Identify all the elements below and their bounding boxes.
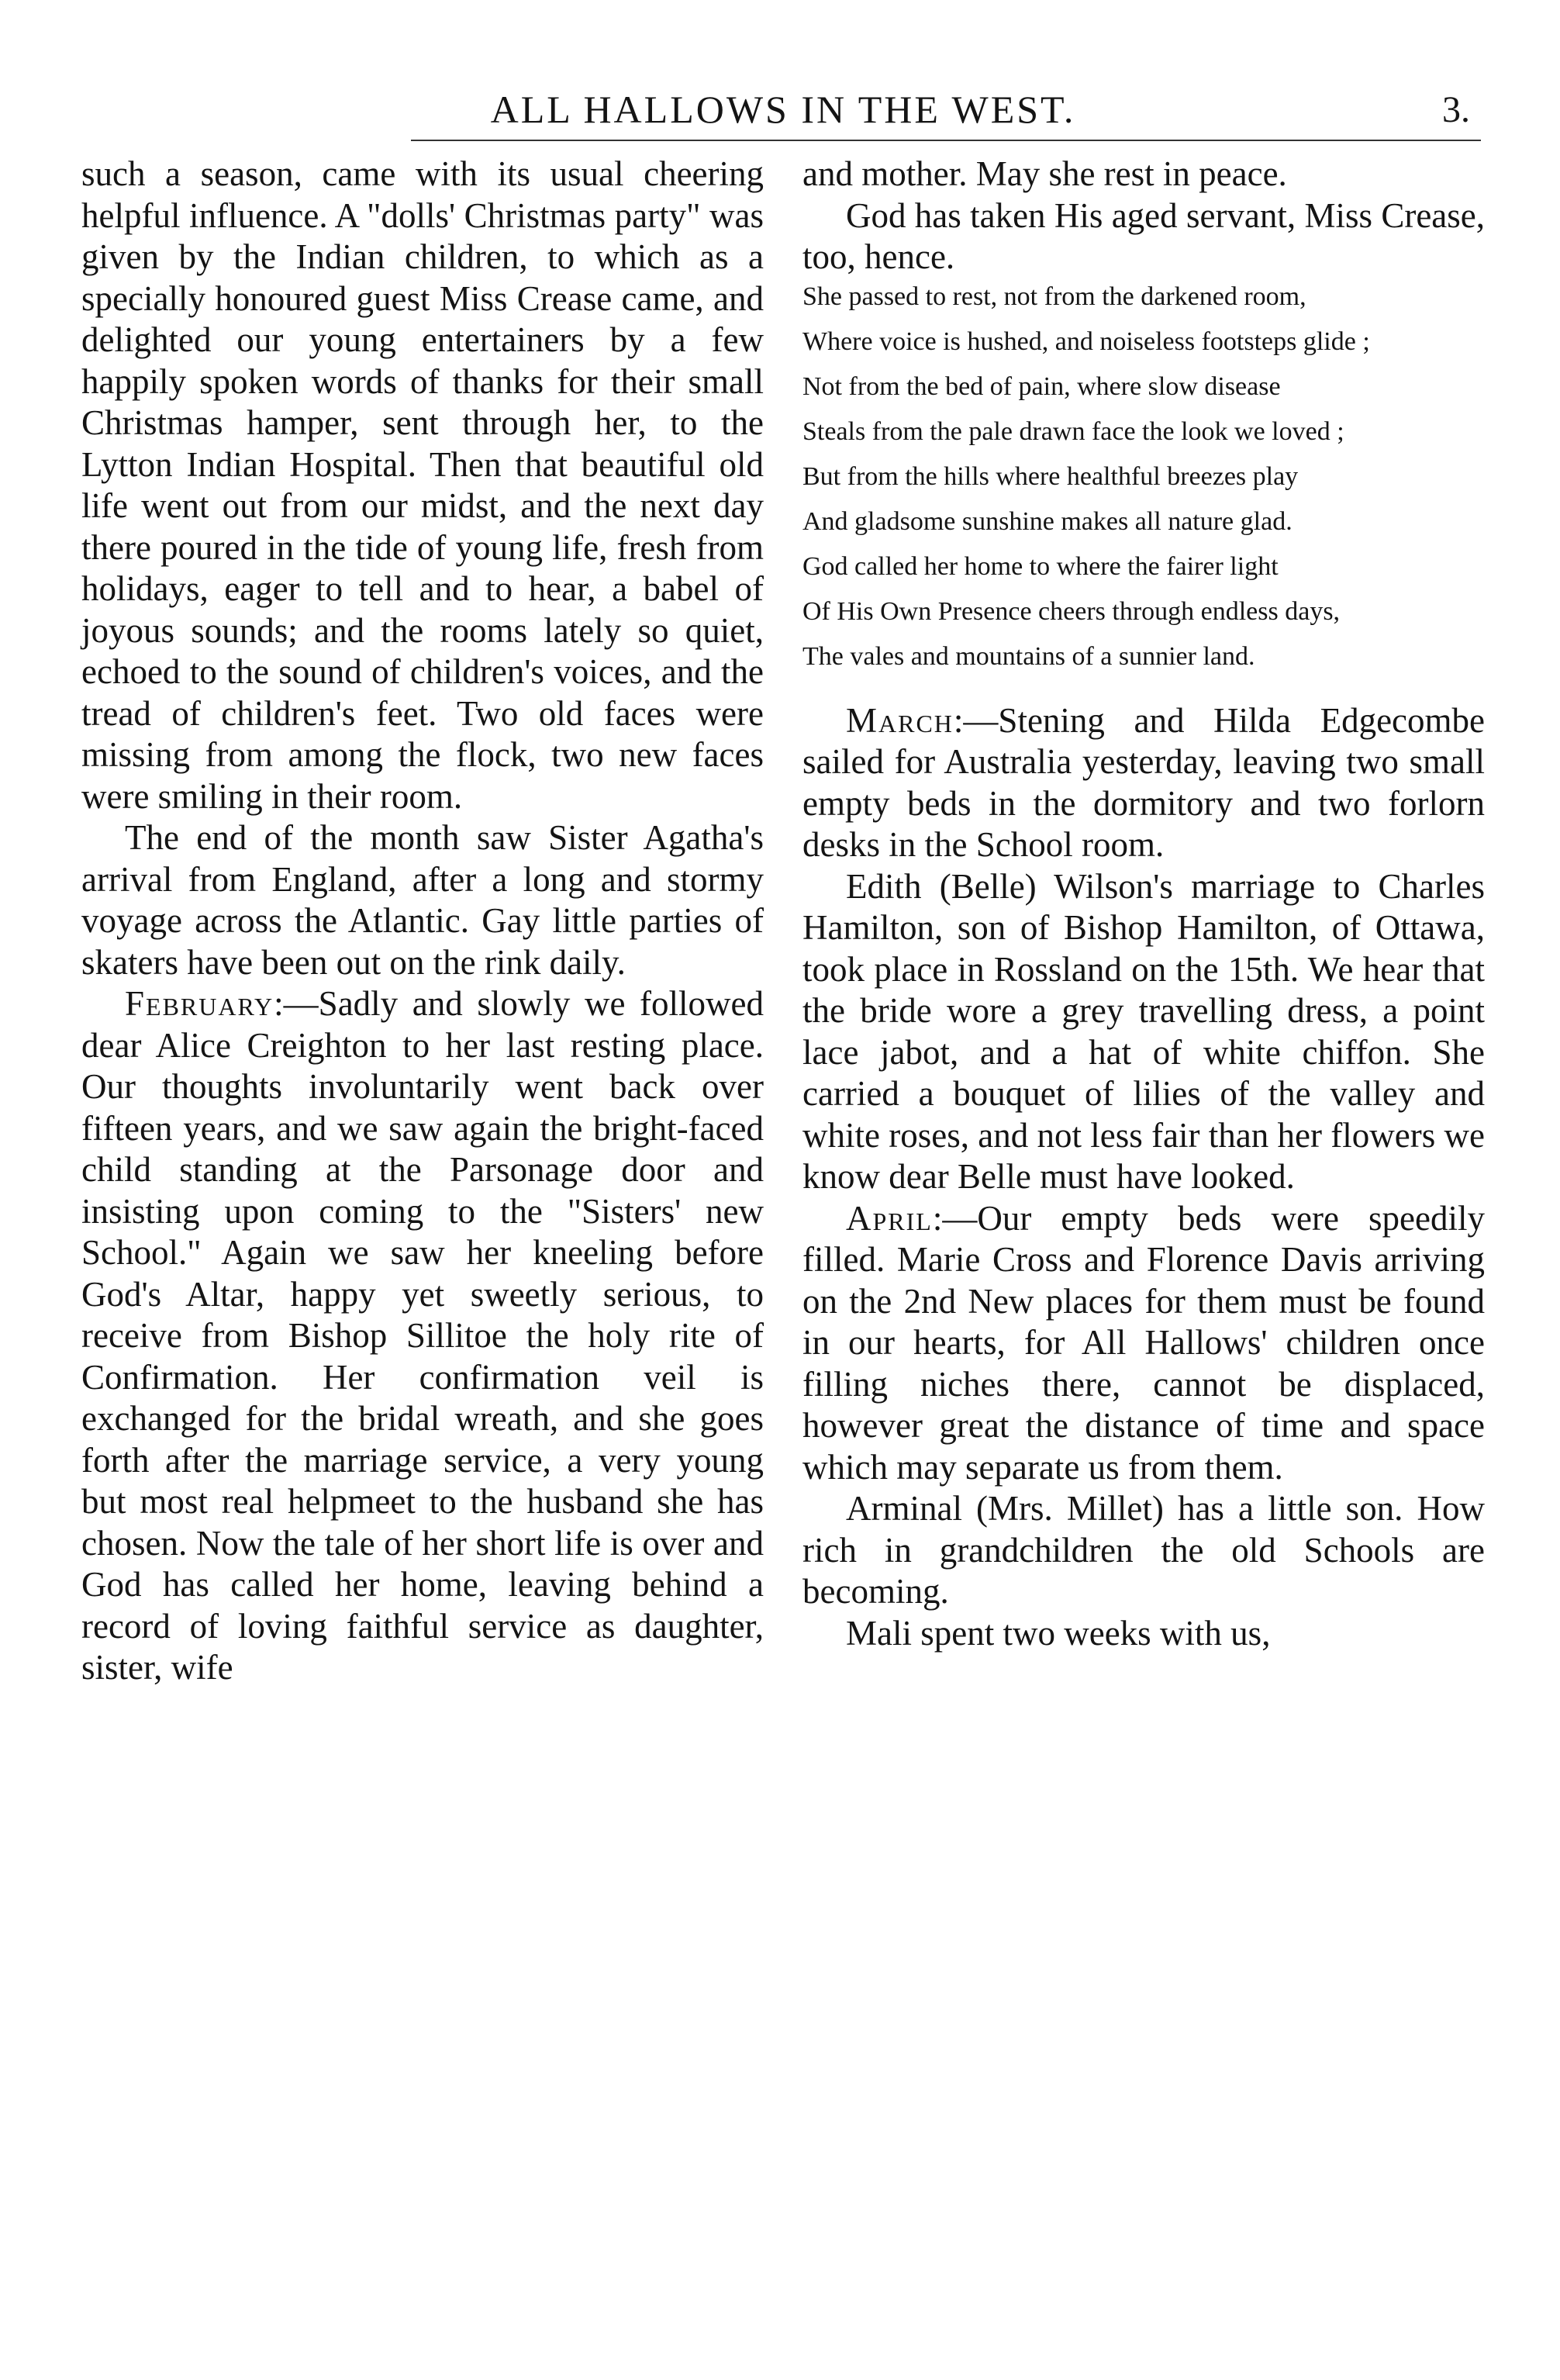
poem-line: The vales and mountains of a sunnier land. [802, 641, 1255, 671]
paragraph-march [802, 700, 1485, 866]
poem-line: Of His Own Presence cheers through endless days, [802, 596, 1341, 626]
page-number: 3. [1442, 89, 1470, 130]
memorial-poem [802, 282, 1485, 672]
left-column [81, 154, 764, 1689]
paragraph-and-mother: and mother. May she rest in peace. [802, 154, 1287, 193]
paragraph-february [81, 983, 764, 1689]
month-heading-march: March [846, 700, 954, 740]
paragraph-mali: Mali spent two weeks with us, [846, 1613, 1271, 1653]
paragraph-arminal: Arminal (Mrs. Millet) has a little son. How rich in grandchildren the old Schools are becoming. [802, 1489, 1485, 1611]
poem-line: Not from the bed of pain, where slow disease [802, 371, 1281, 401]
poem-line: And gladsome sunshine makes all nature glad. [802, 506, 1293, 536]
paragraph-march-text: :—Stening and Hilda Edgecombe sailed for Australia yesterday, leaving two small empty beds in the dormitory and two forlorn desks in the School room. [802, 700, 1485, 864]
month-heading-april: April [846, 1198, 933, 1238]
page-header [0, 78, 1560, 140]
paragraph-april-text: :—Our empty beds were speedily filled. Marie Cross and Florence Davis arriving on the 2nd New places for them must be found in our hearts, for All Hallows' children once filling niches there, cannot be displaced, however great the distance of time and space which may separate us from them. [802, 1198, 1485, 1487]
running-title: ALL HALLOWS IN THE WEST. [490, 88, 1076, 131]
right-column [802, 154, 1485, 1654]
paragraph-christmas: such a season, came with its usual cheering helpful influence. A "dolls' Christmas party" was given by the Indian children, to which as a specially honoured guest Miss Crease came, and delighted our young entertainers by a few happily spoken words of thanks for their small Christmas hamper, sent through her, to the Lytton Indian Hospital. Then that beautiful old life went out from our midst, and the next day there poured in the tide of young life, fresh from holidays, eager to tell and to hear, a babel of joyous sounds; and the rooms lately so quiet, echoed to the sound of children's voices, and the tread of children's feet. Two old faces were missing from among the flock, two new faces were smiling in their room. [81, 154, 764, 816]
poem-line: Where voice is hushed, and noiseless footsteps glide ; [802, 326, 1370, 356]
paragraph-miss-crease: God has taken His aged servant, Miss Crease, too, hence. [802, 195, 1485, 276]
month-heading-february: February [125, 984, 274, 1023]
poem-line: Steals from the pale drawn face the look we loved ; [802, 416, 1344, 446]
poem-line: But from the hills where healthful breezes play [802, 461, 1299, 491]
paragraph-february-text: :—Sadly and slowly we followed dear Alice Creighton to her last resting place. Our thoughts involuntarily went back over fifteen years, and we saw again the bright-faced child standing at the Parsonage door and insisting upon coming to the "Sisters' new School." Again we saw her kneeling before God's Altar, happy yet sweetly serious, to receive from Bishop Sillitoe the holy rite of Confirmation. Her confirmation veil is exchanged for the bridal wreath, and she goes forth after the marriage service, a very young but most real helpmeet to the husband she has chosen. Now the tale of her short life is over and God has called her home, leaving behind a record of loving faithful service as daughter, sister, wife [81, 984, 764, 1687]
paragraph-april [802, 1198, 1485, 1489]
poem-line: She passed to rest, not from the darkened room, [802, 282, 1306, 311]
poem-line: God called her home to where the fairer light [802, 551, 1279, 581]
header-rule [411, 140, 1481, 141]
paragraph-sister-agatha: The end of the month saw Sister Agatha's arrival from England, after a long and stormy voyage across the Atlantic. Gay little parties of skaters have been out on the rink daily. [81, 818, 764, 982]
paragraph-wedding: Edith (Belle) Wilson's marriage to Charles Hamilton, son of Bishop Hamilton, of Ottawa, took place in Rossland on the 15th. We hear that the bride wore a grey travelling dress, a point lace jabot, and a hat of white chiffon. She carried a bouquet of lilies of the valley and white roses, and not less fair than her flowers we know dear Belle must have looked. [802, 866, 1485, 1196]
